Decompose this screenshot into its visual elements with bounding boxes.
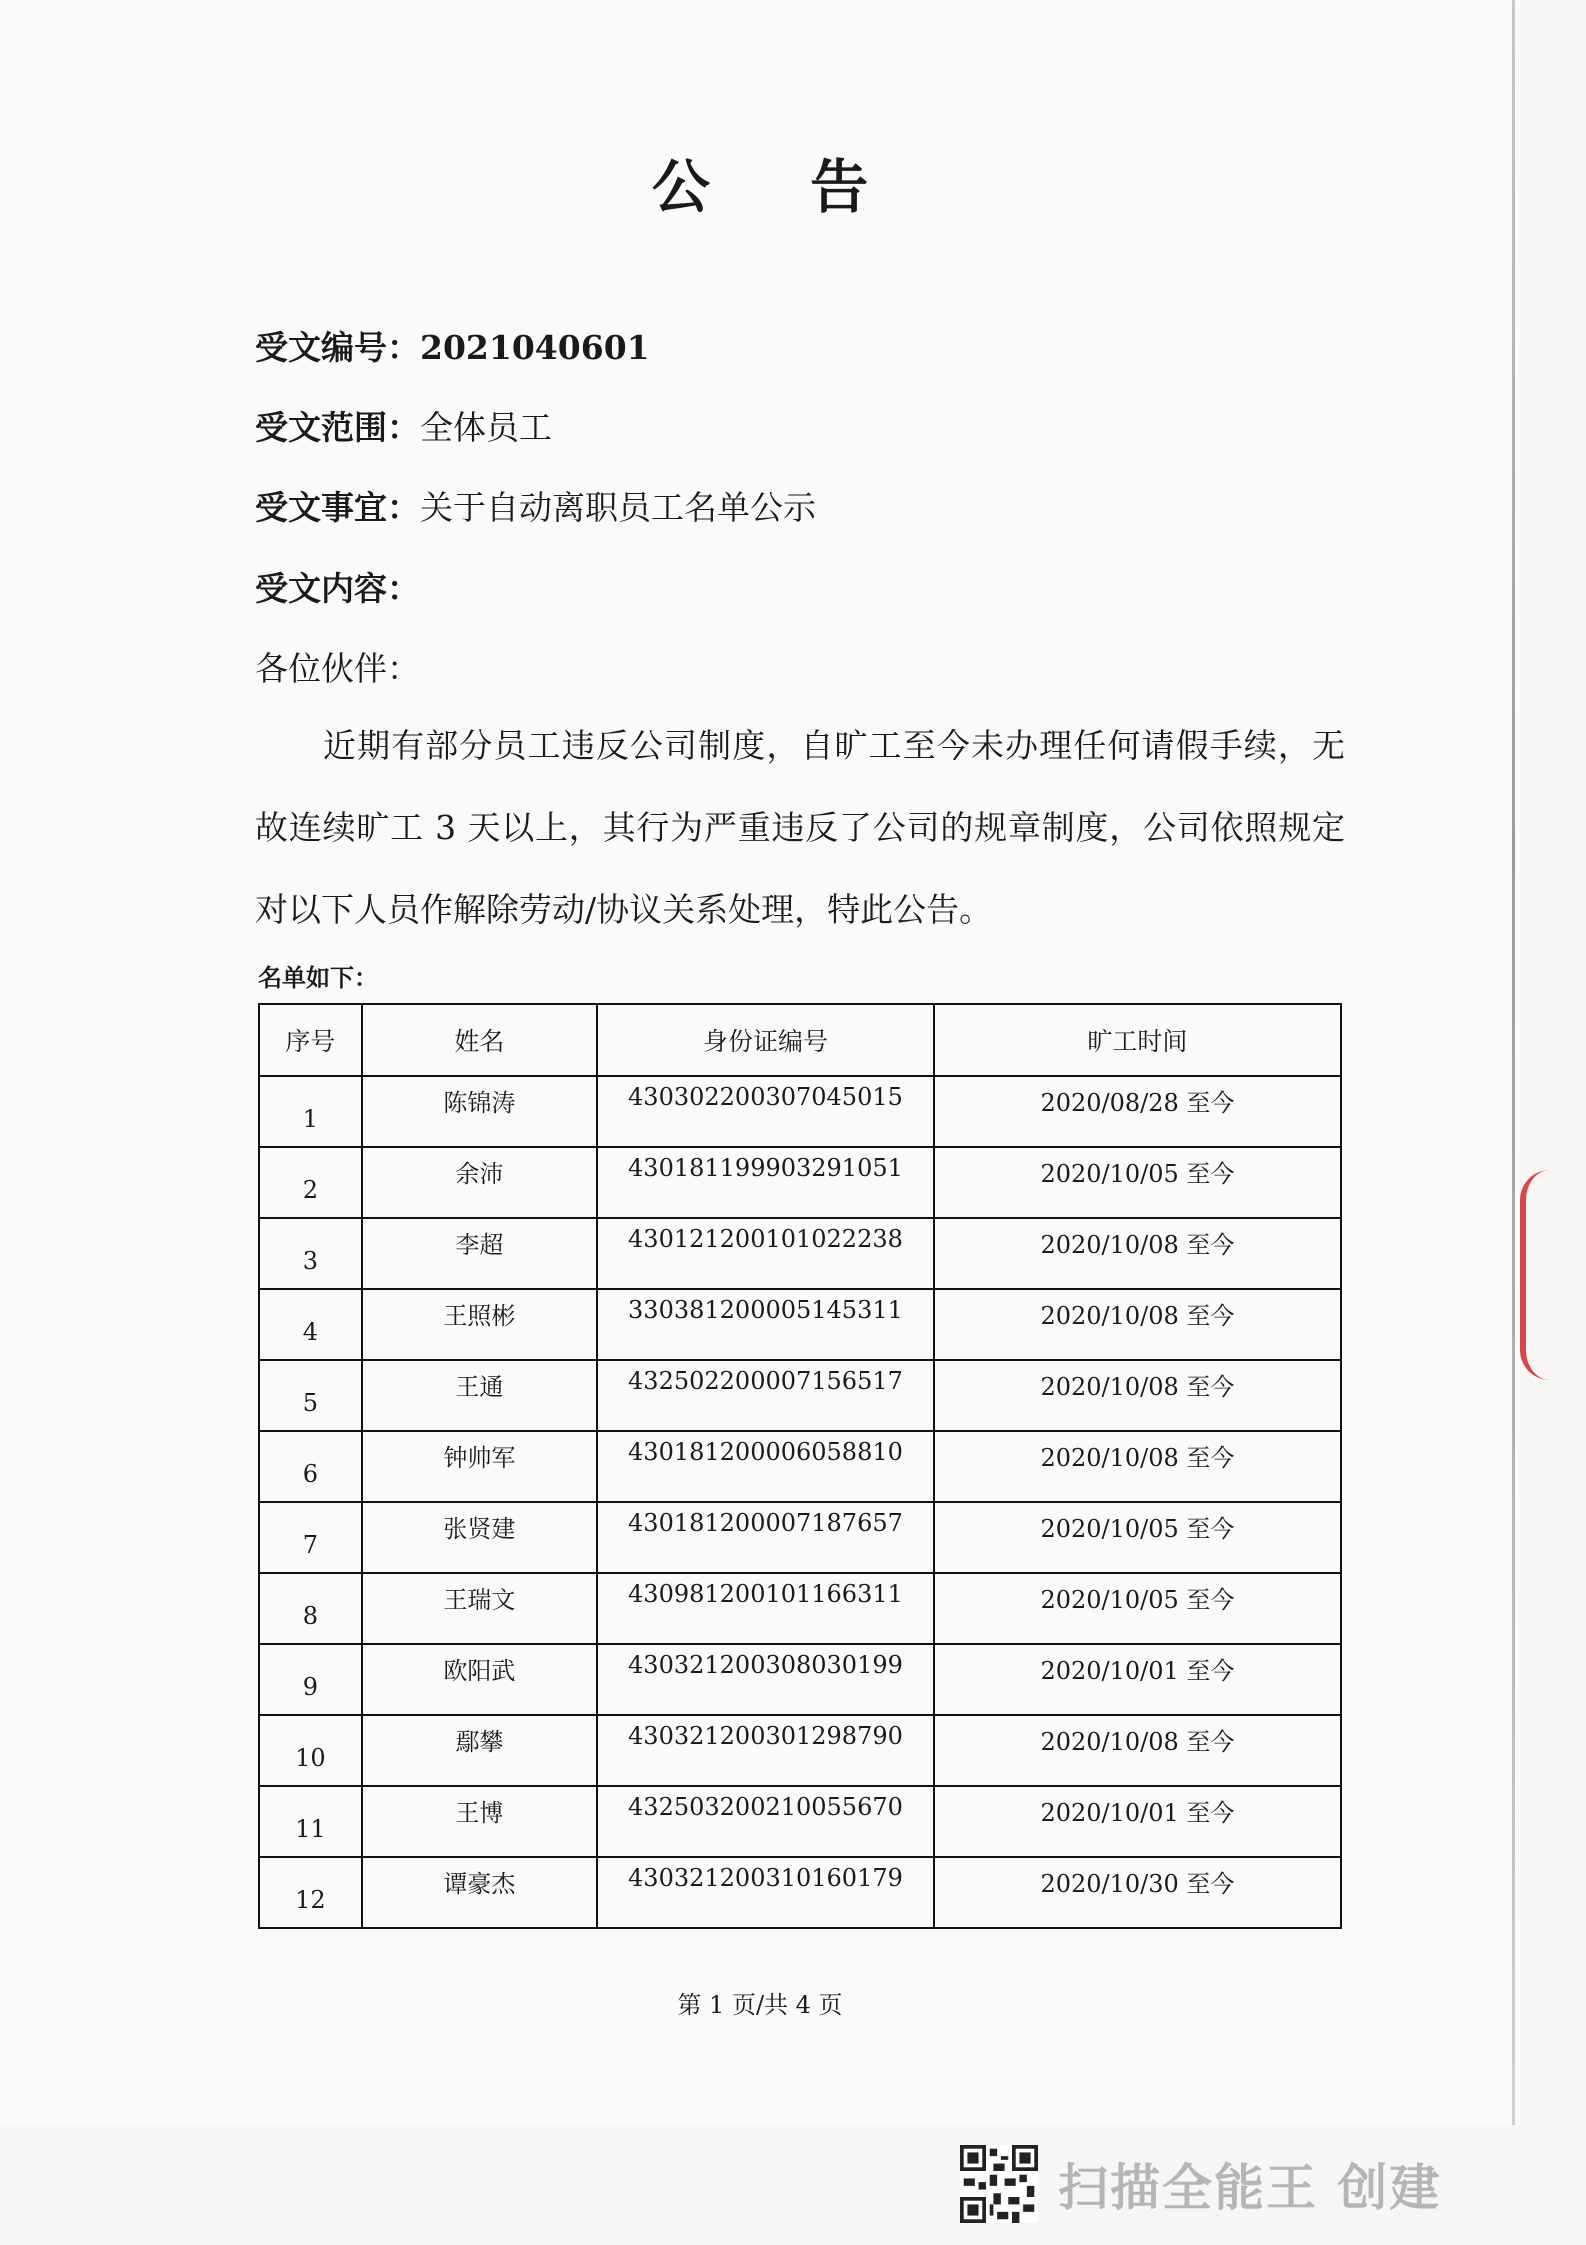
cell-name: 李超 <box>362 1218 597 1289</box>
cell-id: 432502200007156517 <box>597 1360 934 1431</box>
header-no: 序号 <box>259 1004 362 1076</box>
cell-date: 2020/10/05 至今 <box>934 1147 1341 1218</box>
cell-date: 2020/10/08 至今 <box>934 1360 1341 1431</box>
list-caption: 名单如下： <box>258 963 378 992</box>
notice-title: 公 告 <box>651 153 909 221</box>
cell-id: 430181200006058810 <box>597 1431 934 1502</box>
content-line <box>255 563 420 610</box>
table-row <box>259 1147 1341 1218</box>
cell-no: 4 <box>259 1289 362 1360</box>
employee-table <box>258 1003 1342 1929</box>
table-header-row <box>259 1004 1341 1076</box>
red-stamp-edge <box>1520 1170 1550 1380</box>
subject-value: 关于自动离职员工名单公示 <box>420 488 816 527</box>
cell-date: 2020/10/08 至今 <box>934 1431 1341 1502</box>
table-row <box>259 1573 1341 1644</box>
cell-no: 9 <box>259 1644 362 1715</box>
cell-no: 1 <box>259 1076 362 1147</box>
table-row <box>259 1289 1341 1360</box>
doc-number-value: 2021040601 <box>420 328 650 367</box>
cell-date: 2020/10/05 至今 <box>934 1502 1341 1573</box>
cell-no: 5 <box>259 1360 362 1431</box>
cell-id: 430181200007187657 <box>597 1502 934 1573</box>
cell-date: 2020/10/08 至今 <box>934 1289 1341 1360</box>
cell-name: 欧阳武 <box>362 1644 597 1715</box>
cell-name: 余沛 <box>362 1147 597 1218</box>
table-body <box>259 1076 1341 1928</box>
subject-label: 受文事宜： <box>255 488 420 527</box>
cell-no: 10 <box>259 1715 362 1786</box>
header-name: 姓名 <box>362 1004 597 1076</box>
cell-id: 430321200301298790 <box>597 1715 934 1786</box>
table-row <box>259 1218 1341 1289</box>
cell-id: 430981200101166311 <box>597 1573 934 1644</box>
cell-no: 2 <box>259 1147 362 1218</box>
cell-date: 2020/10/01 至今 <box>934 1644 1341 1715</box>
table-row <box>259 1644 1341 1715</box>
header-date: 旷工时间 <box>934 1004 1341 1076</box>
cell-no: 11 <box>259 1786 362 1857</box>
cell-name: 王博 <box>362 1786 597 1857</box>
scope-line <box>255 402 552 449</box>
cell-date: 2020/10/08 至今 <box>934 1715 1341 1786</box>
table-row <box>259 1857 1341 1928</box>
cell-name: 谭豪杰 <box>362 1857 597 1928</box>
cell-id: 430302200307045015 <box>597 1076 934 1147</box>
qr-code-icon <box>960 2145 1038 2223</box>
cell-id: 430181199903291051 <box>597 1147 934 1218</box>
cell-id: 432503200210055670 <box>597 1786 934 1857</box>
cell-name: 王照彬 <box>362 1289 597 1360</box>
content-label: 受文内容： <box>255 569 420 608</box>
salutation: 各位伙伴： <box>255 649 420 688</box>
cell-name: 鄢攀 <box>362 1715 597 1786</box>
cell-date: 2020/10/30 至今 <box>934 1857 1341 1928</box>
page-footer: 第 1 页/共 4 页 <box>677 1991 843 2019</box>
table-row <box>259 1715 1341 1786</box>
table-row <box>259 1786 1341 1857</box>
scope-label: 受文范围： <box>255 408 420 447</box>
cell-id: 430321200310160179 <box>597 1857 934 1928</box>
cell-date: 2020/08/28 至今 <box>934 1076 1341 1147</box>
cell-date: 2020/10/05 至今 <box>934 1573 1341 1644</box>
cell-no: 3 <box>259 1218 362 1289</box>
cell-name: 王通 <box>362 1360 597 1431</box>
scope-value: 全体员工 <box>420 408 552 447</box>
cell-no: 7 <box>259 1502 362 1573</box>
doc-number-line <box>255 322 650 369</box>
cell-date: 2020/10/01 至今 <box>934 1786 1341 1857</box>
cell-no: 8 <box>259 1573 362 1644</box>
notice-body: 近期有部分员工违反公司制度，自旷工至今未办理任何请假手续，无故连续旷工 3 天以上，其行为严重违反了公司的规章制度，公司依照规定对以下人员作解除劳动/协议关系处理，特此公告。 <box>255 726 1345 929</box>
cell-id: 430121200101022238 <box>597 1218 934 1289</box>
cell-no: 12 <box>259 1857 362 1928</box>
cell-name: 陈锦涛 <box>362 1076 597 1147</box>
cell-name: 钟帅军 <box>362 1431 597 1502</box>
cell-id: 430321200308030199 <box>597 1644 934 1715</box>
table-row <box>259 1076 1341 1147</box>
page-edge-shadow <box>1512 0 1515 2125</box>
cell-name: 王瑞文 <box>362 1573 597 1644</box>
table-row <box>259 1431 1341 1502</box>
table-row <box>259 1502 1341 1573</box>
table-row <box>259 1360 1341 1431</box>
watermark-brand: 扫描全能王 创建 <box>1058 2159 1442 2217</box>
cell-no: 6 <box>259 1431 362 1502</box>
subject-line <box>255 482 816 529</box>
cell-name: 张贤建 <box>362 1502 597 1573</box>
doc-number-label: 受文编号： <box>255 328 420 367</box>
cell-date: 2020/10/08 至今 <box>934 1218 1341 1289</box>
cell-id: 330381200005145311 <box>597 1289 934 1360</box>
header-id: 身份证编号 <box>597 1004 934 1076</box>
